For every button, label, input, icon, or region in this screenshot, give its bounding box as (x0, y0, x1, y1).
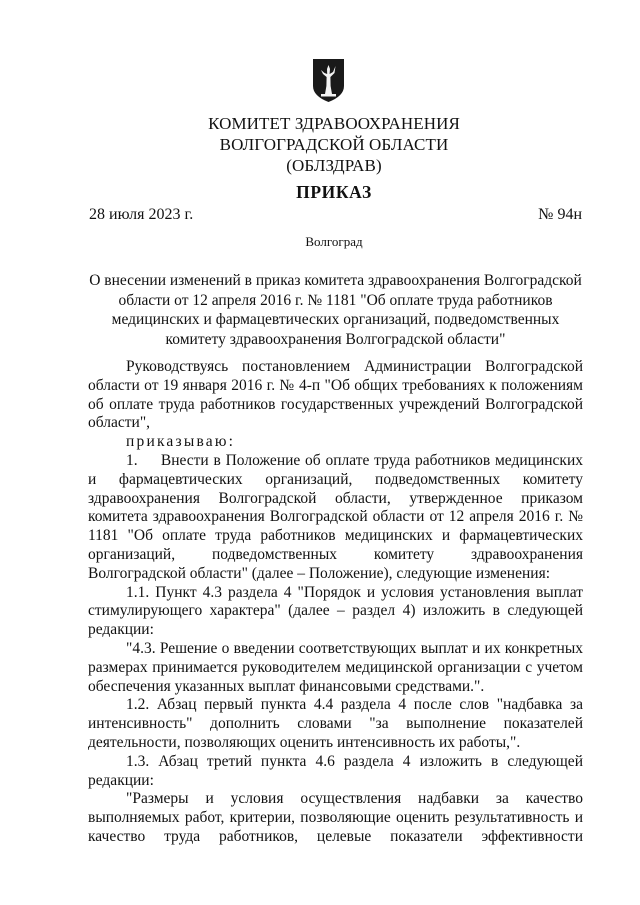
organization-header (0, 113, 640, 176)
document-type-title: ПРИКАЗ (296, 182, 372, 202)
organization-name-line1: КОМИТЕТ ЗДРАВООХРАНЕНИЯ (208, 114, 460, 133)
document-date: 28 июля 2023 г. (89, 206, 194, 223)
paragraph-order-word: приказываю: (126, 433, 236, 451)
document-city: Волгоград (305, 234, 363, 249)
paragraph-item-4-6-text: "Размеры и условия осуществления надбавки за качество выполняемых работ, критерии, позволяющие оценить результативность и качество труда работников, целевые показатели эффективности (88, 790, 583, 845)
paragraph-preamble: Руководствуясь постановлением Администрации Волгоградской области от 19 января 2016 г. № 4-п "Об общих требованиях к положениям об оплате труда работников государственных учреждений Волгоградской области", (88, 358, 583, 432)
paragraph-item-4-3-text: "4.3. Решение о введении соответствующих выплат и их конкретных размерах принимается руководителем медицинской организации с учетом обеспечения указанных выплат финансовыми средствами.". (88, 639, 583, 695)
paragraph-item-1-3: 1.3. Абзац третий пункта 4.6 раздела 4 изложить в следующей редакции: (88, 752, 583, 789)
document-number: № 94н (538, 206, 582, 223)
document-body (88, 358, 583, 847)
paragraph-item-1-2: 1.2. Абзац первый пункта 4.4 раздела 4 после слов "надбавка за интенсивность" дополнить словами "за выполнение показателей деятельности, позволяющих оценить интенсивность их работы,". (88, 696, 583, 751)
coat-of-arms-icon (312, 58, 345, 103)
organization-abbreviation: (ОБЛЗДРАВ) (286, 156, 382, 175)
paragraph-item-1: 1. Внести в Положение об оплате труда работников медицинских и фармацевтических организаций, подведомственных комитету здравоохранения Волгоградской области, утвержденное приказом комитета здравоохранения Волгоградской области от 12 апреля 2016 г. № 1181 "Об оплате труда работников медицинских и фармацевтических организаций, подведомственных комитету здравоохранения Волгоградской области" (далее – Положение), следующие изменения: (88, 451, 583, 582)
paragraph-item-1-1: 1.1. Пункт 4.3 раздела 4 "Порядок и условия установления выплат стимулирующего характера" (далее – раздел 4) изложить в следующей редакции: (88, 583, 583, 639)
document-subject: О внесении изменений в приказ комитета здравоохранения Волгоградской области от 12 апреля 2016 г. № 1181 "Об оплате труда работников медицинских и фармацевтических организаций, подведомственных комитету здравоохранения Волгоградской области" (89, 272, 582, 348)
organization-name-line2: ВОЛГОГРАДСКОЙ ОБЛАСТИ (219, 135, 449, 154)
